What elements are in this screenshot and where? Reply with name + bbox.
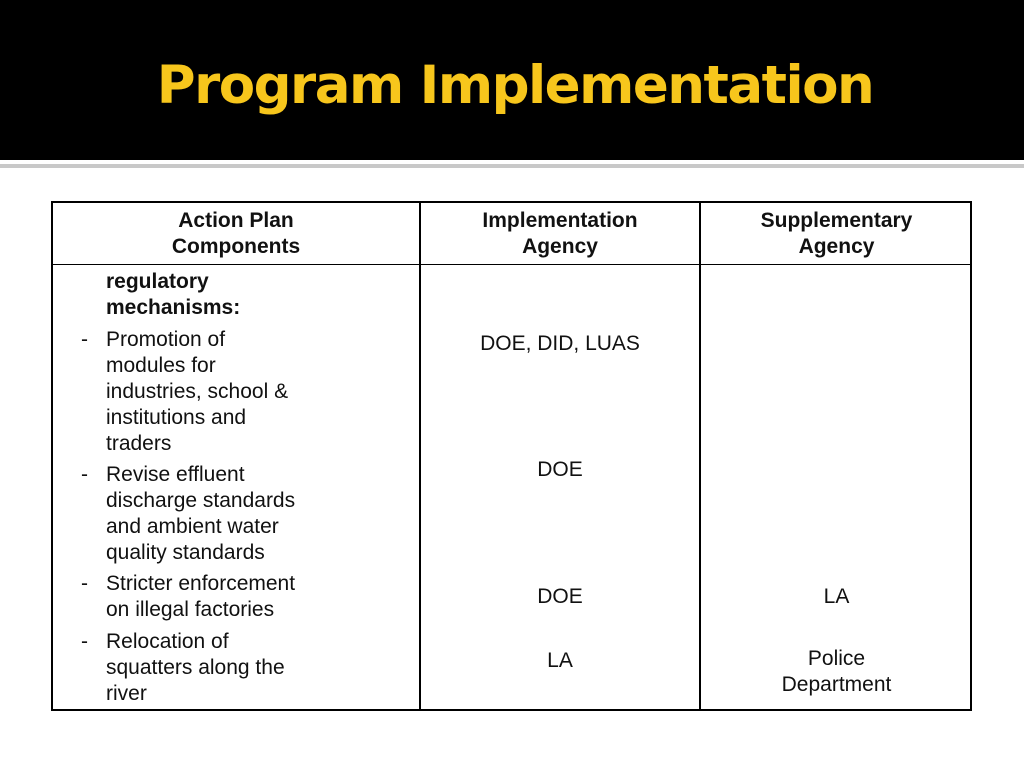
supplementary-line: Police xyxy=(807,647,866,670)
implementation-agency-cell: DOE xyxy=(537,458,583,481)
component-line: quality standards xyxy=(106,541,265,564)
supplementary-agency-cell: LA xyxy=(823,585,850,608)
header-action-plan-components xyxy=(53,208,419,260)
component-line: and ambient water xyxy=(106,515,279,538)
supplementary-line: Department xyxy=(781,673,892,696)
implementation-agency-cell: DOE, DID, LUAS xyxy=(480,332,640,355)
section-heading xyxy=(106,269,240,321)
component-line: river xyxy=(106,682,147,705)
supplementary-agency-cell xyxy=(701,646,972,698)
component-line: institutions and xyxy=(106,406,247,429)
dash-bullet: - xyxy=(81,463,88,486)
component-line: Promotion of xyxy=(106,328,226,351)
section-heading-line: regulatory xyxy=(106,270,209,293)
dash-bullet: - xyxy=(81,572,88,595)
component-line: squatters along the xyxy=(106,656,285,679)
component-line: Stricter enforcement xyxy=(106,572,296,595)
column-divider xyxy=(699,203,701,709)
header-line: Agency xyxy=(798,235,875,258)
header-line: Supplementary xyxy=(760,209,913,232)
header-line: Components xyxy=(171,235,301,258)
slide-title: Program Implementation xyxy=(156,55,874,116)
component-line: traders xyxy=(106,432,172,455)
header-supplementary-agency xyxy=(701,208,972,260)
header-line: Agency xyxy=(522,235,598,258)
dash-bullet: - xyxy=(81,630,88,653)
implementation-agency-cell: DOE xyxy=(537,585,583,608)
component-line: modules for xyxy=(106,354,216,377)
component-line: Revise effluent xyxy=(106,463,245,486)
header-line: Action Plan xyxy=(178,209,294,232)
implementation-agency-cell: LA xyxy=(547,649,573,672)
component-line: on illegal factories xyxy=(106,598,275,621)
header-implementation-agency xyxy=(421,208,699,260)
action-plan-table xyxy=(51,201,972,711)
component-line: Relocation of xyxy=(106,630,229,653)
component-line: industries, school & xyxy=(106,380,289,403)
title-divider-shadow xyxy=(0,164,1024,168)
section-heading-line: mechanisms: xyxy=(106,296,241,319)
component-line: discharge standards xyxy=(106,489,296,512)
header-divider xyxy=(53,264,970,265)
header-line: Implementation xyxy=(482,209,638,232)
dash-bullet: - xyxy=(81,328,88,351)
column-divider xyxy=(419,203,421,709)
